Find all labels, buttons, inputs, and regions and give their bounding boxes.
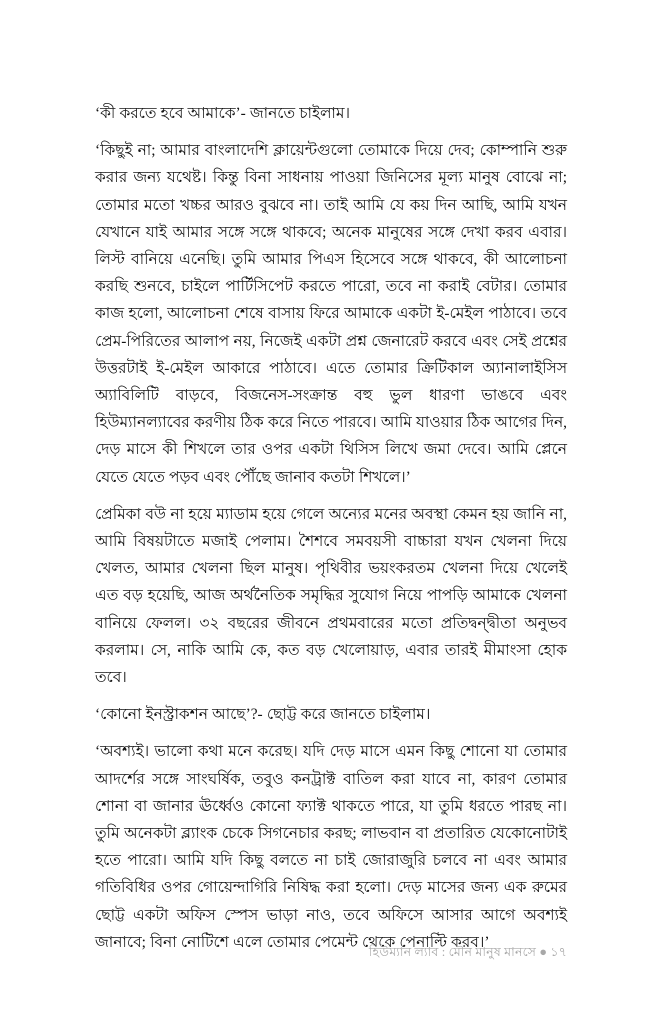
page-text-block	[95, 100, 567, 956]
paragraph: ‘কোনো ইনস্ট্রাকশন আছে’?- ছোট্ট করে জানতে চাইলাম।	[95, 706, 431, 724]
page-footer: হিউম্যান ল্যাব : মৌন মানুষ মানসে ● ১৭	[368, 945, 567, 959]
paragraph: প্রেমিকা বউ না হয়ে ম্যাডাম হয়ে গেলে অন্যের মনের অবস্থা কেমন হয় জানি না, আমি বিষয়টাতে মজাই পেলাম। শৈশবে সমবয়সী বাচ্চারা যখন খেলনা দিয়ে খেলত, আমার খেলনা ছিল মানুষ। পৃথিবীর ভয়ংকরতম খেলনা দিয়ে খেলেই এত বড় হয়েছি, আজ অর্থনৈতিক সমৃদ্ধির সুযোগ নিয়ে পাপড়ি আমাকে খেলনা বানিয়ে ফেলল। ৩২ বছরের জীবনে প্রথমবারের মতো প্রতিদ্বন্দ্বীতা অনুভব করলাম। সে, নাকি আমি কে, কত বড় খেলোয়াড়, এবার তারই মীমাংসা হোক তবে।	[95, 505, 567, 687]
paragraph: ‘কী করতে হবে আমাকে’- জানতে চাইলাম।	[95, 105, 350, 122]
paragraph: ‘অবশ্যই। ভালো কথা মনে করেছ। যদি দেড় মাসে এমন কিছু শোনো যা তোমার আদর্শের সঙ্গে সাংঘর্ষিক, তবুও কনট্রাক্ট বাতিল করা যাবে না, কারণ তোমার শোনা বা জানার ঊর্ধ্বেও কোনো ফ্যাক্ট থাকতে পারে, যা তুমি ধরতে পারছ না। তুমি অনেকটা ব্ল্যাংক চেকে সিগনেচার করছ; লাভবান বা প্রতারিত যেকোনোটাই হতে পারো। আমি যদি কিছু বলতে না চাই জোরাজুরি চলবে না এবং আমার গতিবিধির ওপর গোয়েন্দাগিরি নিষিদ্ধ করা হলো। দেড় মাসের জন্য এক রুমের ছোট্ট একটা অফিস স্পেস ভাড়া নাও, তবে অফিসে আসার আগে অবশ্যই জানাবে; বিনা নোটিশে এলে তোমার পেমেন্ট থেকে পেনাল্টি করব।’	[95, 743, 567, 951]
paragraph: ‘কিছুই না; আমার বাংলাদেশি ক্লায়েন্টগুলো তোমাকে দিয়ে দেব; কোম্পানি শুরু করার জন্য যথেষ্ট। কিন্তু বিনা সাধনায় পাওয়া জিনিসের মূল্য মানুষ বোঝে না; তোমার মতো খচ্চর আরও বুঝবে না। তাই আমি যে কয় দিন আছি, আমি যখন যেখানে যাই আমার সঙ্গে সঙ্গে থাকবে; অনেক মানুষের সঙ্গে দেখা করব এবার। লিস্ট বানিয়ে এনেছি। তুমি আমার পিএস হিসেবে সঙ্গে থাকবে, কী আলোচনা করছি শুনবে, চাইলে পার্টিসিপেট করতে পারো, তবে না করাই বেটার। তোমার কাজ হলো, আলোচনা শেষে বাসায় ফিরে আমাকে একটা ই-মেইল পাঠাবে। তবে প্রেম-পিরিতের আলাপ নয়, নিজেই একটা প্রশ্ন জেনারেট করবে এবং সেই প্রশ্নের উত্তরটাই ই-মেইল আকারে পাঠাবে। এতে তোমার ক্রিটিকাল অ্যানালাইসিস অ্যাবিলিটি বাড়বে, বিজনেস-সংক্রান্ত বহু ভুল ধারণা ভাঙবে এবং হিউম্যানল্যাবের করণীয় ঠিক করে নিতে পারবে। আমি যাওয়ার ঠিক আগের দিন, দেড় মাসে কী শিখলে তার ওপর একটা থিসিস লিখে জমা দেবে। আমি প্লেনে যেতে যেতে পড়ব এবং পৌঁছে জানাব কতটা শিখলে।’	[95, 142, 567, 486]
